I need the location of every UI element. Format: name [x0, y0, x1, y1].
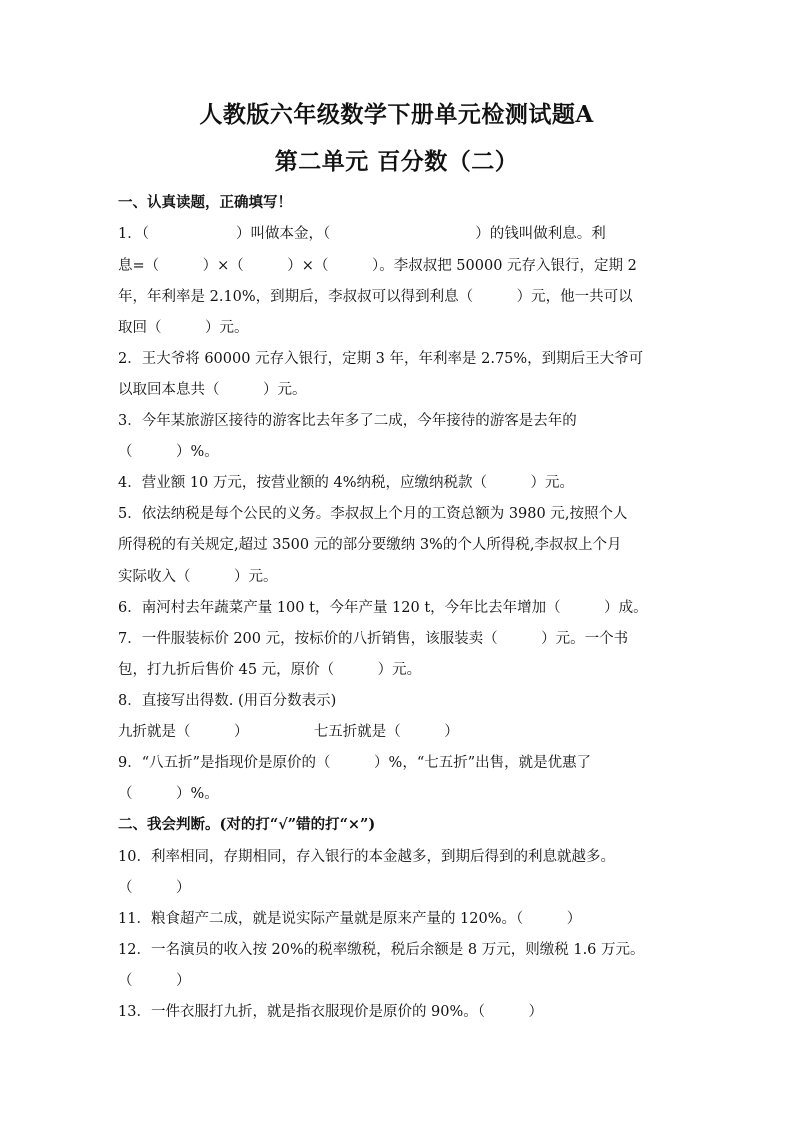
question-line: （ ）%。 [118, 444, 219, 460]
question-line: 年，年利率是 2.10%，到期后，李叔叔可以得到利息（ ）元，他一共可以 [118, 289, 633, 305]
section-1-heading: 一、认真读题，正确填写！ [118, 194, 292, 211]
question-line: 3．今年某旅游区接待的游客比去年多了二成，今年接待的游客是去年的 [118, 413, 577, 429]
question-line: 所得税的有关规定,超过 3500 元的部分要缴纳 3%的个人所得税,李叔叔上个月 [118, 537, 622, 553]
page-title: 人教版六年级数学下册单元检测试题A [199, 101, 594, 128]
question-line: 取回（ ）元。 [118, 320, 249, 336]
question-line: 1．（ ）叫做本金，（ ）的钱叫做利息。利 [118, 226, 606, 242]
question-line: 4．营业额 10 万元，按营业额的 4%纳税，应缴纳税款（ ）元。 [118, 475, 575, 491]
question-line: 11．粮食超产二成，就是说实际产量就是原来产量的 120%。（ ） [118, 911, 582, 927]
question-line: 2．王大爷将 60000 元存入银行，定期 3 年，年利率是 2.75%，到期后王大爷可 [118, 351, 644, 367]
question-line: 包，打九折后售价 45 元，原价（ ）元。 [118, 662, 422, 678]
question-line: 12．一名演员的收入按 20%的税率缴税，税后余额是 8 万元，则缴税 1.6 万元。 [118, 942, 645, 958]
question-line: （ ） [118, 880, 191, 896]
question-line: 5．依法纳税是每个公民的义务。李叔叔上个月的工资总额为 3980 元,按照个人 [118, 506, 628, 522]
question-line: （ ）%。 [118, 786, 219, 802]
question-line: （ ） [118, 973, 191, 989]
section-2-heading: 二、我会判断。(对的打“√”错的打“×”) [118, 816, 376, 833]
question-line: 8．直接写出得数. (用百分数表示) [118, 693, 337, 709]
question-line: 9．“八五折”是指现价是原价的（ ）%，“七五折”出售，就是优惠了 [118, 755, 592, 771]
question-line: 7．一件服装标价 200 元，按标价的八折销售，该服装卖（ ）元。一个书 [118, 631, 629, 647]
question-line: 13．一件衣服打九折，就是指衣服现价是原价的 90%。（ ） [118, 1004, 544, 1020]
question-line: 九折就是（ ） 七五折就是（ ） [118, 724, 459, 740]
question-line: 以取回本息共（ ）元。 [118, 382, 307, 398]
question-line: 实际收入（ ）元。 [118, 569, 278, 585]
question-line: 10．利率相同，存期相同，存入银行的本金越多，到期后得到的利息就越多。 [118, 849, 615, 865]
question-line: 息=（ ）×（ ）×（ ）。李叔叔把 50000 元存入银行，定期 2 [118, 258, 637, 274]
unit-subtitle: 第二单元 百分数（二） [274, 148, 519, 175]
question-line: 6．南河村去年蔬菜产量 100 t，今年产量 120 t，今年比去年增加（ ）成。 [118, 600, 648, 616]
